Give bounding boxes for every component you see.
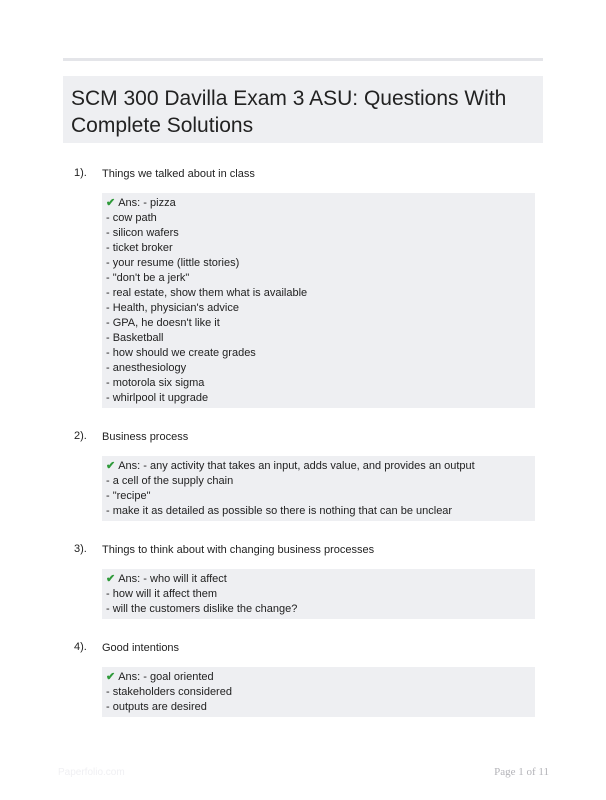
answer-line: - whirlpool it upgrade	[106, 392, 209, 404]
checkmark-icon: ✔	[106, 573, 116, 585]
answer-line: - motorola six sigma	[106, 377, 205, 389]
answer-line: - cow path	[106, 212, 157, 224]
question-text: Things to think about with changing business processes	[102, 544, 375, 556]
answer-line: - stakeholders considered	[106, 686, 232, 698]
answer-line: - outputs are desired	[106, 701, 207, 713]
question-text: Good intentions	[102, 642, 180, 654]
answer-line: - how will it affect them	[106, 588, 218, 600]
checkmark-icon: ✔	[106, 671, 116, 683]
answer-box	[102, 193, 535, 408]
answer-line: - your resume (little stories)	[106, 257, 240, 269]
answer-line: - GPA, he doesn't like it	[106, 317, 220, 329]
question-number: 1).	[74, 167, 87, 179]
page-title: SCM 300 Davilla Exam 3 ASU: Questions With Complete Solutions	[71, 87, 507, 137]
answer-first-line	[106, 459, 529, 474]
question-number: 3).	[74, 543, 87, 555]
answer-line: - Health, physician's advice	[106, 302, 239, 314]
checkmark-icon: ✔	[106, 460, 116, 472]
question-number: 2).	[74, 430, 87, 442]
answer-first-line	[106, 572, 529, 587]
answer-line: - silicon wafers	[106, 227, 179, 239]
checkmark-icon: ✔	[106, 197, 116, 209]
answer-line: - will the customers dislike the change?	[106, 603, 298, 615]
answer-first-line	[106, 196, 529, 211]
answer-line: - make it as detailed as possible so there is nothing that can be unclear	[106, 505, 453, 517]
answer-line: - real estate, show them what is available	[106, 287, 308, 299]
answer-box	[102, 569, 535, 619]
footer-watermark: Paperfolio.com	[58, 767, 125, 778]
question-text: Business process	[102, 431, 189, 443]
answer-line: - a cell of the supply chain	[106, 475, 234, 487]
answer-prefix: Ans: - pizza	[118, 197, 176, 209]
answer-prefix: Ans: - who will it affect	[118, 573, 227, 585]
top-divider	[63, 58, 543, 61]
answer-box	[102, 667, 535, 717]
answer-line: - "don't be a jerk"	[106, 272, 190, 284]
answer-line: - ticket broker	[106, 242, 173, 254]
answer-line: - anesthesiology	[106, 362, 187, 374]
answer-prefix: Ans: - any activity that takes an input, adds value, and provides an output	[118, 460, 475, 472]
answer-line: - how should we create grades	[106, 347, 256, 359]
page-number: Page 1 of 11	[494, 766, 549, 778]
answer-prefix: Ans: - goal oriented	[118, 671, 214, 683]
answer-first-line	[106, 670, 529, 685]
title-banner	[63, 76, 543, 143]
question-text: Things we talked about in class	[102, 168, 255, 180]
question-number: 4).	[74, 641, 87, 653]
answer-line: - Basketball	[106, 332, 164, 344]
answer-box	[102, 456, 535, 521]
answer-line: - "recipe"	[106, 490, 151, 502]
